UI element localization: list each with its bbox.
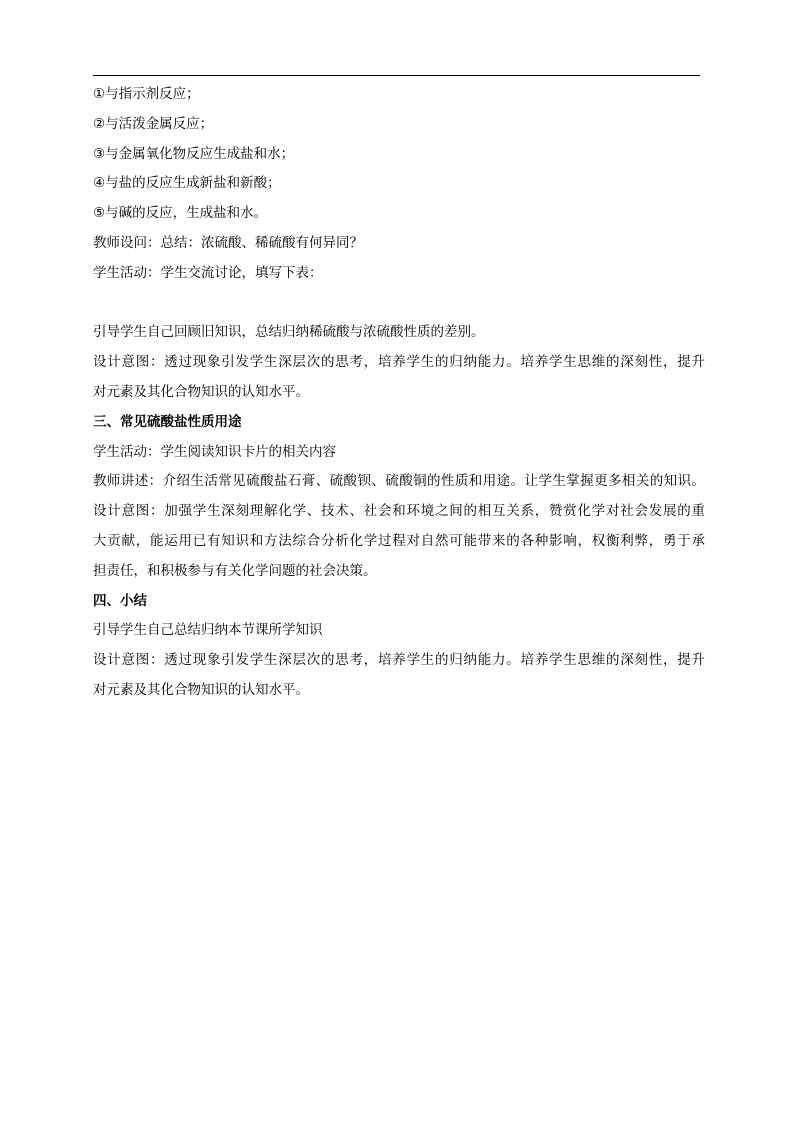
design-intent-paragraph-line: 对元素及其化合物知识的认知水平。 xyxy=(93,681,309,698)
list-item-salt-reaction: ④与盐的反应生成新盐和新酸； xyxy=(93,175,281,192)
design-intent-paragraph-line: 大贡献，能运用已有知识和方法综合分析化学过程对自然可能带来的各种影响，权衡利弊，勇于承 xyxy=(93,532,705,549)
design-intent-paragraph-line: 设计意图：加强学生深刻理解化学、技术、社会和环境之间的相互关系，赞赏化学对社会发展的重 xyxy=(93,503,705,520)
teacher-narration-paragraph: 教师讲述：介绍生活常见硫酸盐石膏、硫酸钡、硫酸铜的性质和用途。让学生掌握更多相关的知识。 xyxy=(93,473,705,490)
design-intent-paragraph-line: 担责任，和积极参与有关化学问题的社会决策。 xyxy=(93,562,377,579)
document-body xyxy=(93,80,705,706)
design-intent-paragraph-line: 设计意图：透过现象引发学生深层次的思考，培养学生的归纳能力。培养学生思维的深刻性，提升 xyxy=(93,354,705,371)
section-heading-sulfates: 三、常见硫酸盐性质用途 xyxy=(93,413,242,430)
list-item-indicator-reaction: ①与指示剂反应； xyxy=(93,86,200,102)
blank-line xyxy=(93,289,705,319)
student-reading-paragraph: 学生活动：学生阅读知识卡片的相关内容 xyxy=(93,443,336,460)
design-intent-paragraph-line: 对元素及其化合物知识的认知水平。 xyxy=(93,383,309,400)
guide-paragraph: 引导学生自己回顾旧知识，总结归纳稀硫酸与浓硫酸性质的差别。 xyxy=(93,324,485,341)
list-item-base-reaction: ⑤与碱的反应，生成盐和水。 xyxy=(93,205,268,222)
summary-guide-paragraph: 引导学生自己总结归纳本节课所学知识 xyxy=(93,622,323,639)
list-item-active-metal-reaction: ②与活泼金属反应； xyxy=(93,115,214,132)
student-activity-paragraph: 学生活动：学生交流讨论，填写下表： xyxy=(93,264,323,281)
section-heading-summary: 四、小结 xyxy=(93,592,147,609)
list-item-metal-oxide-reaction: ③与金属氧化物反应生成盐和水； xyxy=(93,145,295,162)
design-intent-paragraph-line: 设计意图：透过现象引发学生深层次的思考，培养学生的归纳能力。培养学生思维的深刻性，提升 xyxy=(93,652,705,669)
header-rule xyxy=(93,75,700,76)
teacher-question-paragraph: 教师设问：总结：浓硫酸、稀硫酸有何异同？ xyxy=(93,234,363,251)
